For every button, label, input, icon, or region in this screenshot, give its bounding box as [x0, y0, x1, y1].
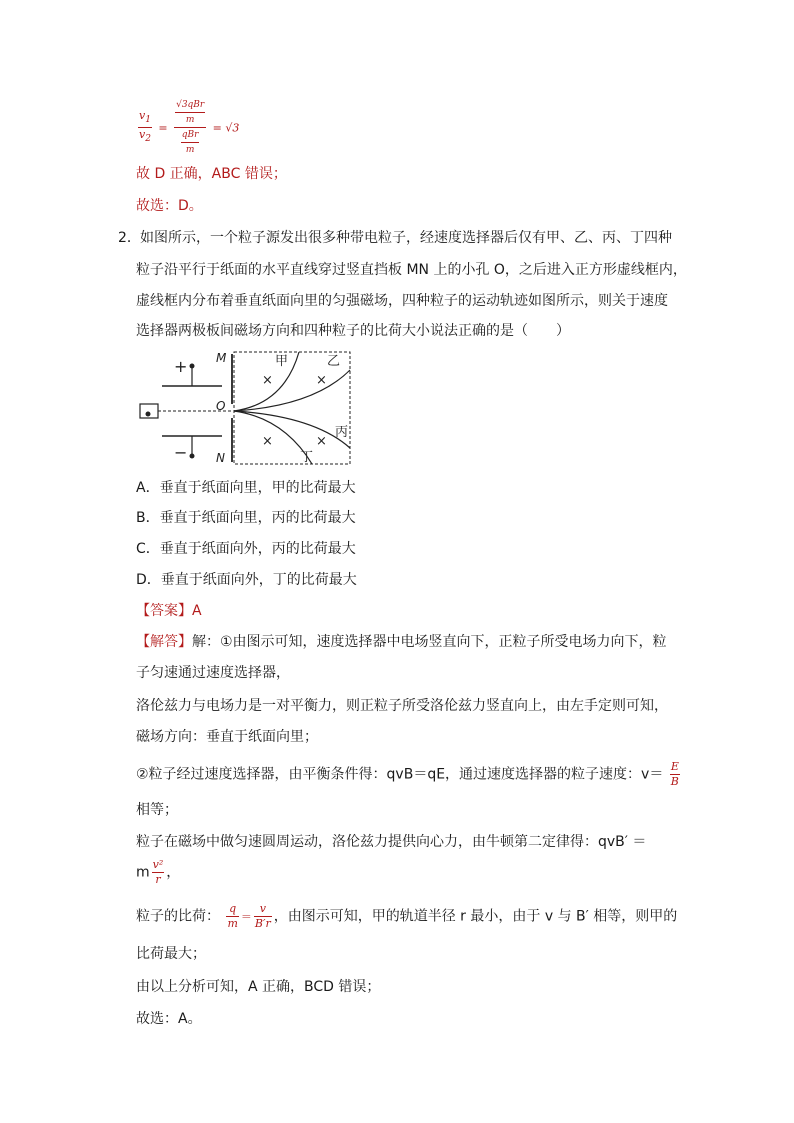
- answer-label: 【答案】: [136, 603, 192, 619]
- velocity-selector-diagram: [134, 348, 364, 468]
- trajectory-yi: [234, 370, 350, 411]
- field-mark: ×: [262, 373, 273, 388]
- solution-line-11: 由以上分析可知，A 正确，BCD 错误；: [136, 979, 381, 995]
- option-a: A．垂直于纸面向里，甲的比荷最大: [136, 480, 356, 496]
- label-ding: 丁: [300, 450, 314, 465]
- answer-value: A: [192, 603, 202, 619]
- solution-label: 【解答】: [136, 634, 192, 650]
- plus-sign: +: [174, 357, 188, 376]
- prev-choice: 故选：D。: [136, 198, 203, 214]
- solution-line-1: 【解答】解：①由图示可知，速度选择器中电场竖直向下，正粒子所受电场力向下，粒: [136, 634, 667, 650]
- lhs-fraction: $\frac{v_1}{v_2}$: [139, 108, 151, 145]
- solution-line-12: 故选：A。: [136, 1011, 202, 1027]
- option-c: C．垂直于纸面向外，丙的比荷最大: [136, 541, 356, 557]
- prev-conclusion: 故 D 正确，ABC 错误；: [136, 166, 287, 182]
- rhs-complex-fraction: $\frac{\frac{\text{√3qBr}}{m}}{\frac{\text{qBr}}{m}}$: [176, 100, 205, 155]
- solution-line-9: 粒子的比荷： $\frac{q}{m}$ ＝ $\frac{v}{B'r}$ ，由图示可知，甲的轨道半径 r 最小，由于 v 与 B′ 相等，则甲的: [136, 902, 678, 930]
- option-d: D．垂直于纸面向外，丁的比荷最大: [136, 572, 357, 588]
- option-b: B．垂直于纸面向里，丙的比荷最大: [136, 510, 356, 526]
- label-jia: 甲: [275, 354, 289, 369]
- solution-line-5: ②粒子经过速度选择器，由平衡条件得：qvB＝qE，通过速度选择器的粒子速度：v＝ $\frac{E}{B}$: [136, 760, 679, 788]
- field-mark: ×: [316, 373, 327, 388]
- speed-over-br-fraction: $\frac{v}{B'r}$: [254, 902, 271, 930]
- field-mark: ×: [262, 434, 273, 449]
- ratio-formula: $\frac{v_1}{v_2}$ = $\frac{\frac{\text{√3qBr}}{m}}{\frac{\text{qBr}}{m}}$ = √3: [139, 100, 240, 155]
- label-yi: 乙: [327, 354, 341, 369]
- solution-line-3: 洛伦兹力与电场力是一对平衡力，则正粒子所受洛伦兹力竖直向上，由左手定则可知，: [136, 698, 668, 714]
- question-line-2: 粒子沿平行于纸面的水平直线穿过竖直挡板 MN 上的小孔 O，之后进入正方形虚线框内，: [136, 262, 687, 278]
- solution-line-6: 相等；: [136, 802, 178, 818]
- centripetal-fraction: $\frac{\text{v²}}{r}$: [152, 858, 164, 886]
- question-line-1: 如图所示，一个粒子源发出很多种带电粒子，经速度选择器后仅有甲、乙、丙、丁四种: [140, 230, 672, 246]
- question-line-4: 选择器两极板间磁场方向和四种粒子的比荷大小说法正确的是（ ）: [136, 323, 570, 339]
- charge-mass-fraction: $\frac{q}{m}$: [227, 902, 238, 930]
- label-O: O: [216, 399, 226, 413]
- minus-sign: −: [174, 443, 188, 462]
- question-line-3: 虚线框内分布着垂直纸面向里的匀强磁场，四种粒子的运动轨迹如图所示，则关于速度: [136, 293, 668, 309]
- solution-line-2: 子匀速通过速度选择器，: [136, 665, 290, 681]
- solution-line-8: m $\frac{\text{v²}}{r}$ ，: [136, 858, 181, 886]
- solution-line-7: 粒子在磁场中做匀速圆周运动，洛伦兹力提供向心力，由牛顿第二定律得：qvB′ ＝: [136, 834, 647, 850]
- question-number: 2．: [118, 230, 141, 246]
- solution-line-4: 磁场方向：垂直于纸面向里；: [136, 729, 318, 745]
- label-M: M: [216, 351, 227, 365]
- label-bing: 丙: [335, 425, 349, 440]
- field-mark: ×: [316, 434, 327, 449]
- solution-line-10: 比荷最大；: [136, 946, 206, 962]
- velocity-fraction: $\frac{E}{B}$: [670, 760, 679, 788]
- answer: [136, 601, 202, 621]
- label-N: N: [216, 451, 225, 465]
- trajectory-bing: [234, 411, 350, 448]
